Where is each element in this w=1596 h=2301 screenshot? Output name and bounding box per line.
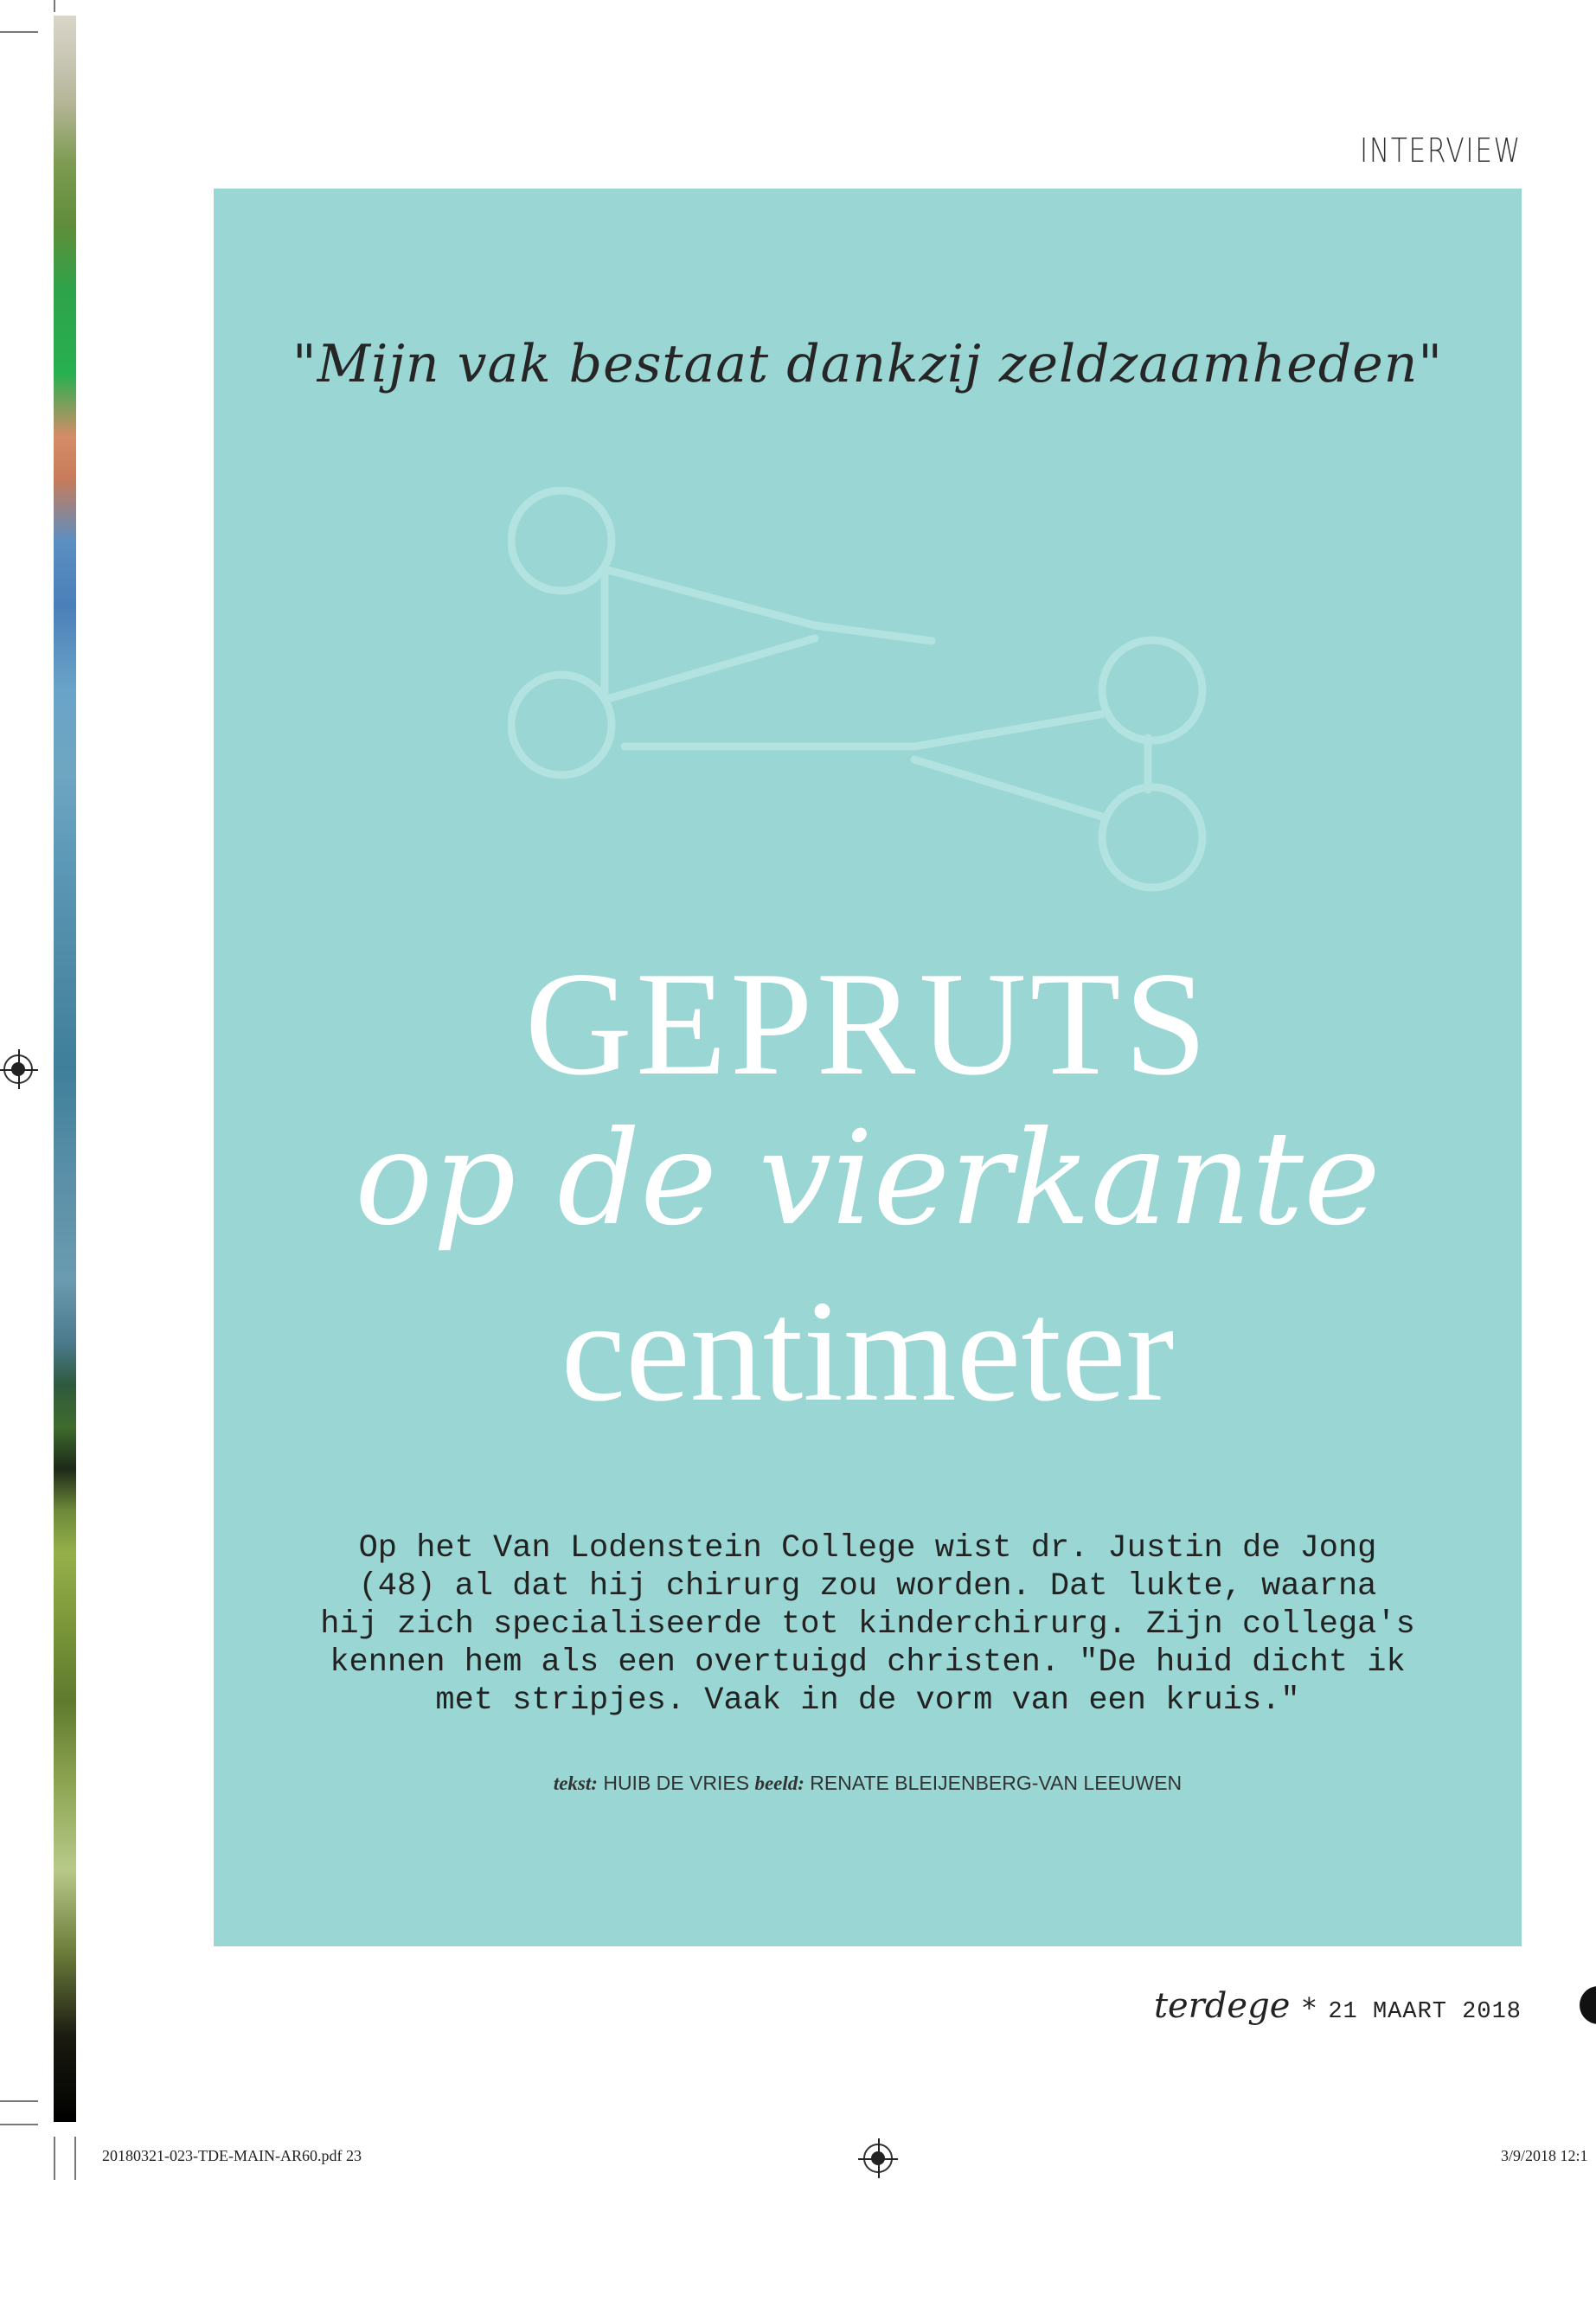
issue-date: 21 MAART 2018	[1328, 1999, 1522, 2025]
print-timestamp: 3/9/2018 12:1	[1501, 2147, 1588, 2164]
pull-quote: "Mijn vak bestaat dankzij zeldzaamheden"	[292, 334, 1443, 394]
byline-image-key: beeld:	[754, 1772, 804, 1794]
crop-mark	[74, 2137, 76, 2180]
page-number-badge	[1580, 1986, 1596, 2024]
intro-line: met stripjes. Vaak in de vorm van een kruis."	[435, 1682, 1300, 1719]
print-file-slug: 20180321-023-TDE-MAIN-AR60.pdf 23	[102, 2147, 362, 2164]
intro-paragraph	[317, 1529, 1418, 1720]
intro-line: kennen hem als een overtuigd christen. "De huid dicht ik	[330, 1644, 1406, 1681]
registration-mark-icon	[3, 1054, 33, 1084]
byline-author: HUIB DE VRIES	[603, 1772, 750, 1794]
crop-mark	[0, 2100, 38, 2102]
asterisk-separator: *	[1302, 1991, 1317, 2024]
crop-mark	[0, 31, 38, 33]
byline	[214, 1772, 1522, 1795]
section-label: INTERVIEW	[1360, 131, 1522, 170]
crop-mark	[54, 2137, 55, 2180]
surgical-scissors-icon	[508, 487, 1217, 911]
page-footer	[1154, 1986, 1522, 2026]
byline-text-key: tekst:	[553, 1772, 598, 1794]
intro-line: (48) al dat hij chirurg zou worden. Dat lukte, waarna	[358, 1568, 1377, 1605]
intro-line: Op het Van Lodenstein College wist dr. Justin de Jong	[358, 1530, 1377, 1567]
magazine-brand: terdege	[1153, 1986, 1291, 2026]
headline-line-2: op de vierkante	[355, 1104, 1381, 1254]
teal-title-panel	[214, 189, 1522, 1946]
adjacent-page-photo-strip	[54, 16, 76, 2122]
crop-mark	[0, 2124, 38, 2125]
byline-photographer: RENATE BLEIJENBERG-VAN LEEUWEN	[810, 1772, 1183, 1794]
crop-mark	[54, 0, 55, 12]
intro-line: hij zich specialiseerde tot kinderchirurg. Zijn collega's	[320, 1606, 1415, 1643]
headline-line-1: GEPRUTS	[524, 942, 1211, 1106]
registration-mark-icon	[863, 2144, 893, 2173]
headline-line-3: centimeter	[561, 1271, 1175, 1432]
